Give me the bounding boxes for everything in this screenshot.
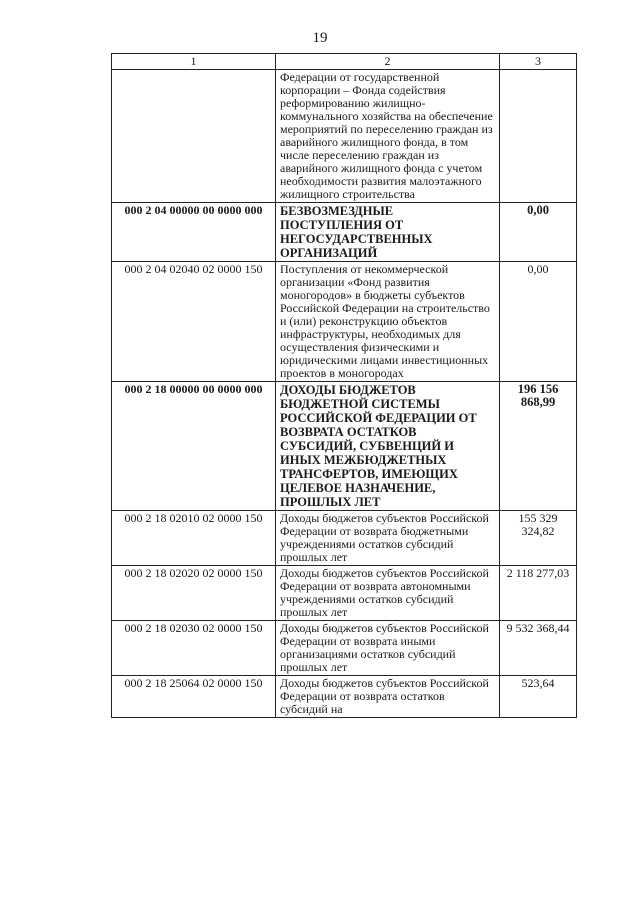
amount-cell: 523,64: [500, 676, 577, 718]
table-row: [112, 511, 577, 566]
amount-cell: 196 156 868,99: [500, 382, 577, 511]
column-header: 2: [276, 54, 500, 70]
table-header-row: [112, 54, 577, 70]
table-row: [112, 566, 577, 621]
table-row: [112, 203, 577, 262]
table-row: [112, 676, 577, 718]
table-row: [112, 262, 577, 382]
amount-cell: [500, 70, 577, 203]
column-header: 1: [112, 54, 276, 70]
revenue-table: [111, 53, 577, 718]
income-name-cell: БЕЗВОЗМЕЗДНЫЕ ПОСТУПЛЕНИЯ ОТ НЕГОСУДАРСТВЕННЫХ ОРГАНИЗАЦИЙ: [276, 203, 500, 262]
income-name-cell: Поступления от некоммерческой организации «Фонд развития моногородов» в бюджеты субъектов Российской Федерации на строительство и (или) реконструкцию объектов инфраструктуры, необходимых для осуществления физическими и юридическими лицами инвестиционных проектов в моногородах: [276, 262, 500, 382]
amount-cell: 9 532 368,44: [500, 621, 577, 676]
budget-code-cell: 000 2 18 02020 02 0000 150: [112, 566, 276, 621]
column-header: 3: [500, 54, 577, 70]
page-number: 19: [312, 30, 328, 46]
income-name-cell: Федерации от государственной корпорации – Фонда содействия реформированию жилищно-коммунального хозяйства на обеспечение мероприятий по переселению граждан из аварийного жилищного фонда, в том числе переселению граждан из аварийного жилищного фонда с учетом необходимости развития малоэтажного жилищного строительства: [276, 70, 500, 203]
budget-code-cell: 000 2 18 02010 02 0000 150: [112, 511, 276, 566]
income-name-cell: Доходы бюджетов субъектов Российской Федерации от возврата остатков субсидий на: [276, 676, 500, 718]
amount-cell: 155 329 324,82: [500, 511, 577, 566]
income-name-cell: Доходы бюджетов субъектов Российской Федерации от возврата иными организациями остатков субсидий прошлых лет: [276, 621, 500, 676]
budget-code-cell: 000 2 04 00000 00 0000 000: [112, 203, 276, 262]
table-row: [112, 382, 577, 511]
budget-code-cell: 000 2 18 25064 02 0000 150: [112, 676, 276, 718]
budget-code-cell: 000 2 04 02040 02 0000 150: [112, 262, 276, 382]
amount-cell: 2 118 277,03: [500, 566, 577, 621]
amount-cell: 0,00: [500, 203, 577, 262]
budget-code-cell: [112, 70, 276, 203]
budget-code-cell: 000 2 18 00000 00 0000 000: [112, 382, 276, 511]
income-name-cell: Доходы бюджетов субъектов Российской Федерации от возврата бюджетными учреждениями остатков субсидий прошлых лет: [276, 511, 500, 566]
amount-cell: 0,00: [500, 262, 577, 382]
table-row: [112, 70, 577, 203]
table-row: [112, 621, 577, 676]
budget-code-cell: 000 2 18 02030 02 0000 150: [112, 621, 276, 676]
income-name-cell: Доходы бюджетов субъектов Российской Федерации от возврата автономными учреждениями остатков субсидий прошлых лет: [276, 566, 500, 621]
income-name-cell: ДОХОДЫ БЮДЖЕТОВ БЮДЖЕТНОЙ СИСТЕМЫ РОССИЙСКОЙ ФЕДЕРАЦИИ ОТ ВОЗВРАТА ОСТАТКОВ СУБСИДИЙ, СУБВЕНЦИЙ И ИНЫХ МЕЖБЮДЖЕТНЫХ ТРАНСФЕРТОВ, ИМЕЮЩИХ ЦЕЛЕВОЕ НАЗНАЧЕНИЕ, ПРОШЛЫХ ЛЕТ: [276, 382, 500, 511]
